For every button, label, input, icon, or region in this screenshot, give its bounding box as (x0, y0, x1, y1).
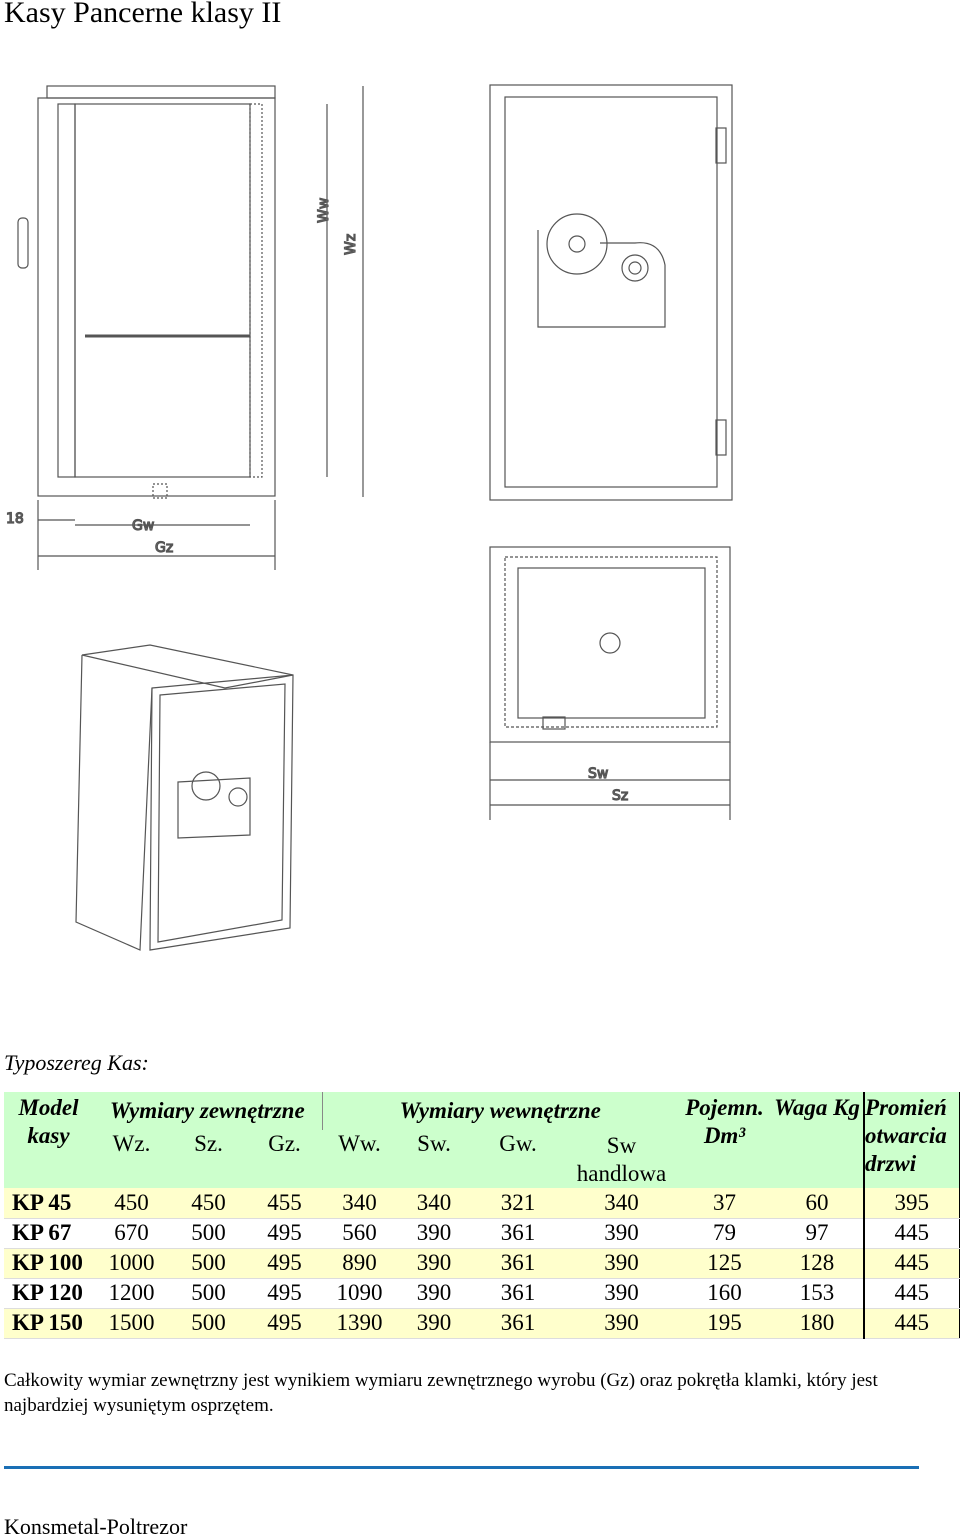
value-cell: 390 (565, 1308, 678, 1338)
subheader: Gz. (247, 1130, 322, 1188)
value-cell: 890 (322, 1248, 397, 1278)
company-footer: Konsmetal-Poltrezor (4, 1514, 188, 1539)
label-sz: Sz (612, 788, 629, 804)
value-cell: 361 (471, 1248, 565, 1278)
value-cell: 500 (170, 1248, 247, 1278)
table-row (4, 1278, 959, 1308)
value-cell: 390 (397, 1278, 471, 1308)
value-cell: 455 (247, 1188, 322, 1218)
table-row (4, 1308, 959, 1338)
subheader: Sw handlowa (565, 1130, 678, 1188)
value-cell: 1090 (322, 1278, 397, 1308)
label-gw: Gw (132, 518, 155, 534)
value-cell: 390 (565, 1278, 678, 1308)
front-view-drawing (490, 85, 732, 500)
value-cell: 321 (471, 1188, 565, 1218)
label-gz: Gz (155, 540, 174, 556)
header-weight: Waga Kg (771, 1092, 864, 1188)
value-cell: 340 (322, 1188, 397, 1218)
value-cell: 495 (247, 1218, 322, 1248)
subheader: Gw. (471, 1130, 565, 1188)
header-radius: Promień otwarcia drzwi (864, 1092, 959, 1188)
value-cell: 390 (565, 1248, 678, 1278)
table-row (4, 1218, 959, 1248)
value-cell: 560 (322, 1218, 397, 1248)
table-row (4, 1188, 959, 1218)
value-cell: 37 (678, 1188, 771, 1218)
label-wz: Wz (343, 233, 359, 255)
model-cell: KP 67 (4, 1218, 93, 1248)
subheader: Sz. (170, 1130, 247, 1188)
value-cell: 395 (864, 1188, 959, 1218)
subheader: Wz. (93, 1130, 170, 1188)
side-section-drawing (18, 86, 363, 570)
value-cell: 1000 (93, 1248, 170, 1278)
value-cell: 500 (170, 1218, 247, 1248)
value-cell: 495 (247, 1308, 322, 1338)
value-cell: 180 (771, 1308, 864, 1338)
value-cell: 1200 (93, 1278, 170, 1308)
value-cell: 670 (93, 1218, 170, 1248)
value-cell: 361 (471, 1218, 565, 1248)
value-cell: 445 (864, 1308, 959, 1338)
value-cell: 390 (397, 1248, 471, 1278)
value-cell: 153 (771, 1278, 864, 1308)
series-heading: Typoszereg Kas: (4, 1050, 149, 1075)
table-row (4, 1248, 959, 1278)
model-cell: KP 150 (4, 1308, 93, 1338)
value-cell: 450 (170, 1188, 247, 1218)
label-sw: Sw (588, 766, 609, 782)
header-internal: Wymiary wewnętrzne (322, 1092, 678, 1130)
label-ww: Ww (316, 197, 332, 223)
value-cell: 390 (397, 1308, 471, 1338)
value-cell: 500 (170, 1308, 247, 1338)
header-external: Wymiary zewnętrzne (93, 1092, 322, 1130)
value-cell: 495 (247, 1278, 322, 1308)
value-cell: 160 (678, 1278, 771, 1308)
model-cell: KP 120 (4, 1278, 93, 1308)
top-section-drawing (490, 547, 730, 820)
subheader: Ww. (322, 1130, 397, 1188)
page-title: Kasy Pancerne klasy II (4, 0, 282, 29)
value-cell: 1500 (93, 1308, 170, 1338)
value-cell: 390 (565, 1218, 678, 1248)
value-cell: 1390 (322, 1308, 397, 1338)
value-cell: 450 (93, 1188, 170, 1218)
value-cell: 390 (397, 1218, 471, 1248)
header-capacity: Pojemn. Dm³ (678, 1092, 771, 1188)
value-cell: 125 (678, 1248, 771, 1278)
models-table (4, 1092, 960, 1339)
model-cell: KP 45 (4, 1188, 93, 1218)
value-cell: 79 (678, 1218, 771, 1248)
value-cell: 445 (864, 1218, 959, 1248)
value-cell: 445 (864, 1248, 959, 1278)
value-cell: 500 (170, 1278, 247, 1308)
subheader: Sw. (397, 1130, 471, 1188)
value-cell: 361 (471, 1308, 565, 1338)
divider (4, 1466, 919, 1469)
value-cell: 128 (771, 1248, 864, 1278)
model-cell: KP 100 (4, 1248, 93, 1278)
header-model: Model kasy (4, 1092, 93, 1188)
value-cell: 340 (397, 1188, 471, 1218)
label-18: 18 (6, 511, 24, 527)
value-cell: 195 (678, 1308, 771, 1338)
isometric-safe-drawing (76, 645, 293, 950)
value-cell: 97 (771, 1218, 864, 1248)
value-cell: 361 (471, 1278, 565, 1308)
value-cell: 60 (771, 1188, 864, 1218)
value-cell: 445 (864, 1278, 959, 1308)
value-cell: 340 (565, 1188, 678, 1218)
footnote: Całkowity wymiar zewnętrzny jest wynikiem wymiaru zewnętrznego wyrobu (Gz) oraz pokrętła klamki, który jest najbardziej wysuniętym osprzętem. (4, 1370, 878, 1416)
value-cell: 495 (247, 1248, 322, 1278)
